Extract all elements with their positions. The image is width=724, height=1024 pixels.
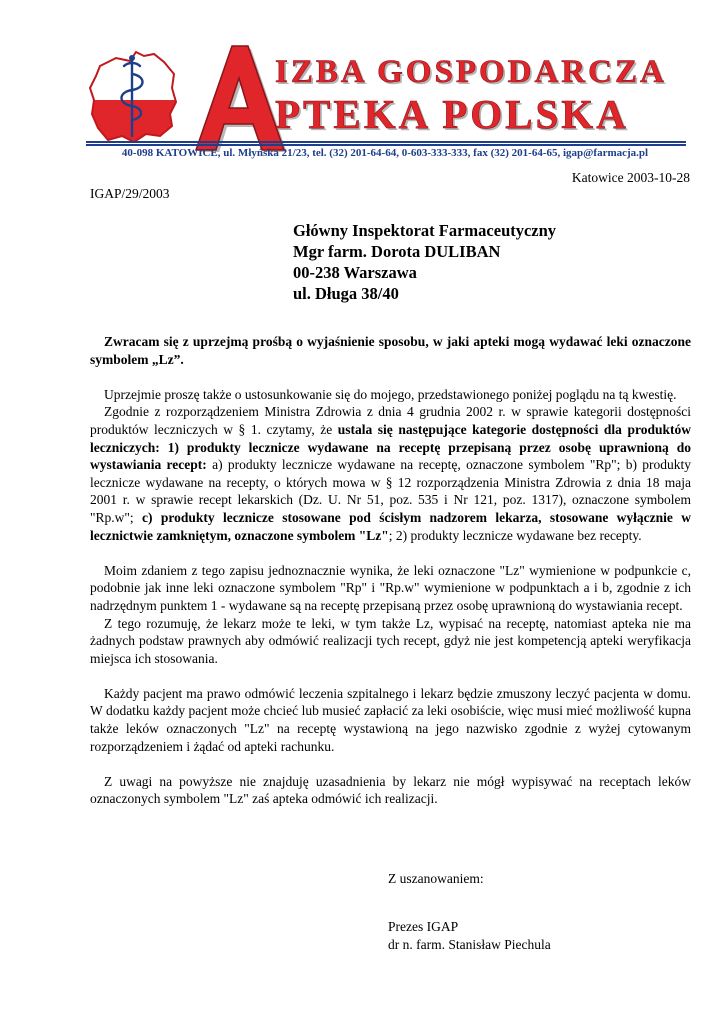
regulation-bold-1: ustala się następujące kategorie dostępności dla produktów leczniczych: 1) produkty lecznicze wydawane na receptę przepisaną przez osobę uprawnioną do wystawiania recept: (90, 421, 691, 473)
letter-date: Katowice 2003-10-28 (571, 170, 690, 185)
letterhead-address: 40-098 KATOWICE, ul. Młyńska 21/23, tel. (32) 201-64-64, 0-603-333-333, fax (32) 201-64-65, igap@farmacja.pl (121, 147, 649, 159)
big-letter-a-text: A (182, 40, 183, 41)
paragraph-request-text: Zwracam się z uprzejmą prośbą o wyjaśnienie sposobu, w jaki apteki mogą wydawać leki oznaczone symbolem „Lz”. (90, 334, 691, 367)
regulation-text-2: a) produkty lecznicze wydawane na receptę, oznaczone symbolem "Rp"; b) produkty lecznicze wydawane na recepty, o których mowa w § 12 rozporządzenia Ministra Zdrowia z dnia 18 maja 2001 r. w sprawie recept lekarskich (Dz. U. Nr 51, poz. 535 i Nr 121, poz. 1317), oznaczone symbolem "Rp.w"; (90, 457, 692, 525)
paragraph-interpretation: Moim zdaniem z tego zapisu jednoznacznie wynika, że leki oznaczone "Lz" wymienione w podpunkcie c, podobnie jak inne leki oznaczone symbolem "Rp" i "Rp.w" wymienione w podpunktach a i b, zgodnie z ich nadrzędnym punktem 1 - wydawane są na receptę przepisaną przez osobę uprawnioną do wystawiania recept. (90, 562, 691, 613)
letterhead-rule-top (86, 141, 686, 143)
recipient-line-4: ul. Długa 38/40 (293, 284, 399, 303)
paragraph-conclusion: Z tego rozumuję, że lekarz może te leki, w tym także Lz, wypisać na receptę, natomiast apteka nie ma żadnych podstaw prawnych aby odmówić realizacji tych recept, gdyż nie jest kompetencją apteki weryfikacja miejsca ich stosowania. (90, 615, 691, 666)
paragraph-patient-rights: Każdy pacjent ma prawo odmówić leczenia szpitalnego i lekarz będzie zmuszony leczyć pacjenta w domu. W dodatku każdy pacjent może chcieć lub musieć zapłacić za leki osobiście, więc musi mieć możliwość kupna także leków oznaczonych "Lz" na receptę wystawioną na jego nazwisko zgodnie z wyżej cytowanym rozporządzeniem i żądać od apteki rachunku. (90, 685, 691, 754)
recipient-line-3: 00-238 Warszawa (293, 263, 417, 282)
regulation-text-3: ; 2) produkty lecznicze wydawane bez recepty. (388, 527, 642, 543)
recipient-line-1: Główny Inspektorat Farmaceutyczny (293, 221, 557, 240)
paragraph-summary: Z uwagi na powyższe nie znajduję uzasadnienia by lekarz nie mógł wypisywać na receptach leków oznaczonych symbolem "Lz" zaś apteka odmówić ich realizacji. (90, 773, 691, 807)
recipient-line-2: Mgr farm. Dorota DULIBAN (293, 242, 501, 261)
regulation-bold-2: c) produkty lecznicze stosowane pod ścisłym nadzorem lekarza, stosowane wyłącznie w lecznictwie zamkniętym, oznaczone symbolem "Lz" (90, 509, 691, 543)
signatory-name: dr n. farm. Stanisław Piechula (388, 936, 551, 952)
letterhead-rule-bottom (86, 144, 686, 146)
title-line-2: PTEKA POLSKA (275, 91, 629, 137)
regulation-text-1: Zgodnie z rozporządzeniem Ministra Zdrowia z dnia 4 grudnia 2002 r. w sprawie kategorii dostępności produktów leczniczych w § 1. czytamy, że (90, 404, 691, 437)
title-line-1: IZBA GOSPODARCZA (275, 54, 667, 90)
paragraph-request (90, 333, 691, 368)
signatory-title: Prezes IGAP (388, 919, 459, 934)
poland-map-caduceus-logo (86, 44, 178, 148)
letter-body (90, 333, 691, 808)
recipient-block (293, 220, 556, 304)
paragraph-regulation (90, 403, 691, 544)
closing-greeting: Z uszanowaniem: (388, 871, 484, 886)
letterhead (80, 40, 690, 170)
signature-block (388, 918, 551, 953)
reference-number: IGAP/29/2003 (90, 186, 170, 201)
paragraph-opinion-request: Uprzejmie proszę także o ustosunkowanie się do mojego, przedstawionego poniżej poglądu na tą kwestię. (104, 386, 677, 402)
